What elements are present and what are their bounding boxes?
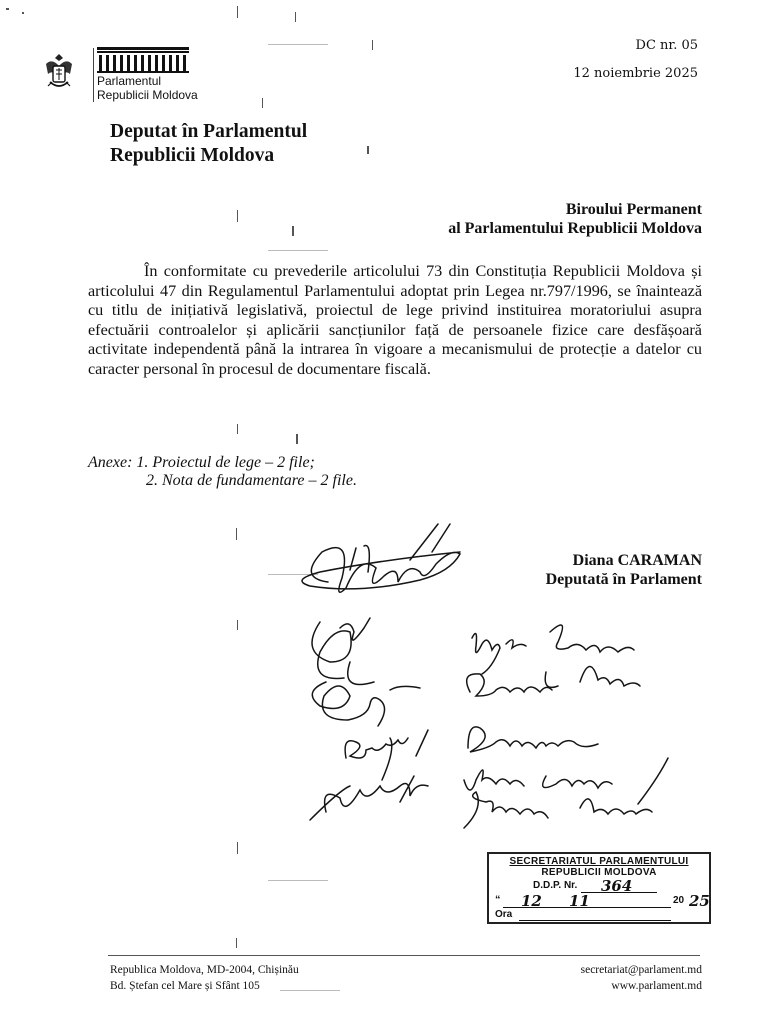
header-divider [93, 48, 94, 102]
stamp-handwritten-entries [489, 854, 713, 926]
recipient-line2: al Parlamentului Republicii Moldova [448, 220, 702, 237]
sender-title-line1: Deputat în Parlamentul [110, 121, 308, 142]
stamp-date-day: 12 [521, 892, 542, 910]
parliament-building-icon [97, 47, 189, 73]
stamp-date-year-suffix: 25 [689, 892, 710, 910]
stamp-ddp-label: D.D.P. Nr. [533, 880, 578, 891]
footer-website: www.parlament.md [611, 980, 702, 992]
recipient-line1: Biroului Permanent [565, 201, 702, 218]
document-date: 12 noiembrie 2025 [573, 66, 698, 81]
institution-name-line1: Parlamentul [97, 74, 162, 88]
footer-email: secretariat@parlament.md [580, 964, 702, 976]
footer-divider [108, 955, 700, 956]
annex-item-1: Anexe: 1. Proiectul de lege – 2 file; [88, 454, 315, 471]
signatory-role: Deputată în Parlament [545, 571, 702, 588]
stamp-secretariat-line1: SECRETARIATUL PARLAMENTULUI [509, 856, 689, 867]
stamp-secretariat-line2: REPUBLICII MOLDOVA [541, 867, 657, 878]
annex-item-2: 2. Nota de fundamentare – 2 file. [146, 472, 357, 489]
registration-stamp [487, 852, 711, 924]
stamp-date-month: 11 [569, 892, 590, 910]
signatory-name: Diana CARAMAN [572, 552, 702, 569]
footer-address-line2: Bd. Ștefan cel Mare și Sfânt 105 [110, 980, 260, 992]
moldova-coat-of-arms-icon [44, 52, 74, 92]
institution-name-line2: Republicii Moldova [97, 88, 198, 102]
stamp-year-prefix: 20 [673, 895, 685, 906]
handwritten-signatures [250, 512, 710, 842]
stamp-time-label: Ora [495, 909, 513, 920]
footer-address-line1: Republica Moldova, MD-2004, Chișinău [110, 964, 299, 976]
sender-title-line2: Republicii Moldova [110, 145, 275, 166]
reference-number: DC nr. 05 [635, 38, 698, 53]
body-paragraph: În conformitate cu prevederile articolului 73 din Constituția Republicii Moldova și articolului 47 din Regulamentul Parlamentului adoptat prin Legea nr.797/1996, se înaintează cu titlu de inițiativă legislativă, proiectul de lege privind instituirea moratoriului asupra efectuării controalelor și aplicării sancțiunilor față de persoanele fizice care desfășoară activitate independentă până la intrarea în vigoare a mecanismului de protecție a datelor cu caracter personal în procesul de documentare fiscală. [88, 262, 702, 378]
stamp-ddp-number: 364 [601, 877, 633, 895]
stamp-date-quote: “ [495, 894, 501, 906]
